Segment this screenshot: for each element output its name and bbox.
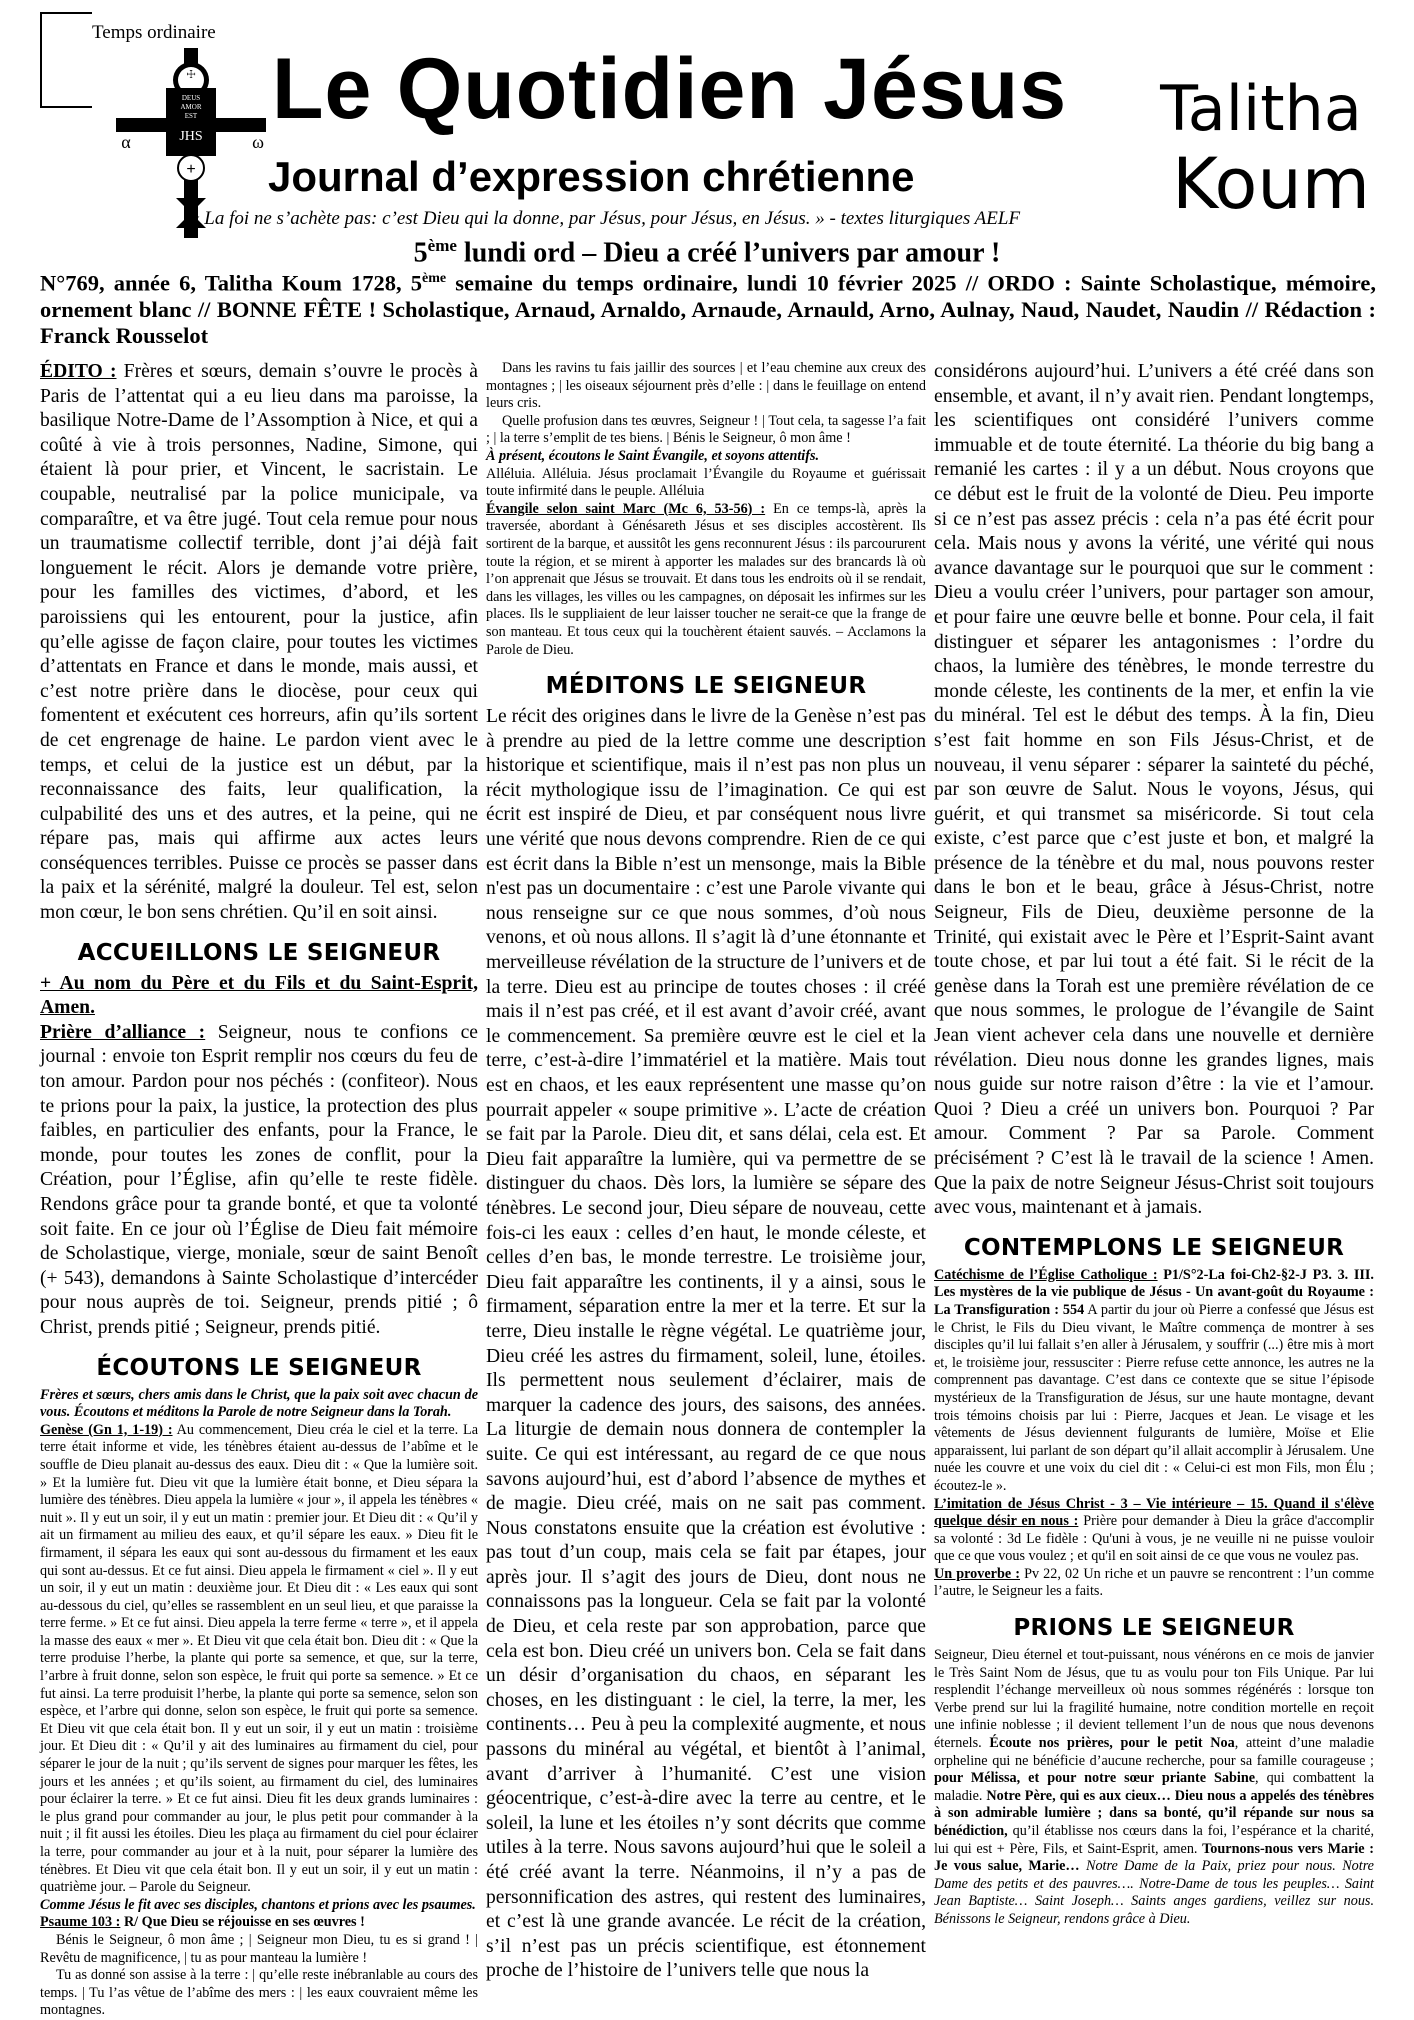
meditation-continued: considérons aujourd’hui. L’univers a été créé dans son ensemble, et avant, il n’y avait rien. Pendant longtemps, les scientifiques ont considéré l’univers comme immuable et de toute éternité. La théorie du big bang a remanié les cartes : il y a un début. Nous croyons que ce début est le fruit de la volonté de Dieu. Peu importe si ce n’est pas assez précis : cela n’a pas été écrit pour cela. Mais nous y avons la vérité, une vérité qui nous avance davantage sur le pourquoi que sur le comment : Dieu a voulu créer l’univers, pour partager son amour, et pour faire une œuvre belle et bonne. Pour cela, il fait distinguer et séparer les antagonismes : l’ordre du chaos, la lumière des ténèbres, le monde terrestre du monde céleste, les continents de la mer, et enfin la vie du minéral. Tel est le début des temps. À la fin, Dieu s’est fait homme en son Fils Jésus-Christ, et de nouveau, il venu séparer : séparer la sainteté du péché, par son œuvre de Salut. Nous le voyons, Jésus, qui guérit, et qui transmet sa miséricorde. Si tout cela existe, c’est parce que c’est juste et bon, et malgré la présence de la ténèbre et du mal, nous pouvons rester dans le bon et le beau, grâce à Jésus-Christ, notre Seigneur, Fils de Dieu, deuxième personne de la Trinité, qui existait avec le Père et l’Esprit-Saint avant toute chose, et par lui tout a été fait. Si le récit de la genèse dans la Torah est une première révélation de ce que nous sommes, le prologue de l’évangile de Saint Jean vient achever cela dans une nouvelle et dernière révélation. Dieu nous donne les grandes lignes, mais nous guide sur notre raison d’être : la vie et l’amour. Quoi ? Dieu a créé un univers bon. Pourquoi ? Par amour. Comment ? Par sa Parole. Comment précisément ? C’est là le travail de la science ! Amen. Que la paix de notre Seigneur Jésus-Christ soit toujours avec vous, maintenant et à jamais. <box>934 361 1374 1219</box>
talitha-koum-logo <box>1136 60 1386 220</box>
day-title: 5ème lundi ord – Dieu a créé l’univers par amour ! <box>413 236 1001 269</box>
newspaper-subtitle: Journal d’expression chrétienne <box>268 153 915 200</box>
sign-of-cross: + Au nom du Père et du Fils et du Saint-Esprit, Amen. <box>40 972 478 1019</box>
imitation-paragraph: L’imitation de Jésus Christ - 3 – Vie intérieure – 15. Quand il s'élève quelque désir en nous : Prière pour demander à Dieu la grâce d'accomplir sa volonté : 3d Le fidèle : Qu'uni à vous, je ne veuille ni ne puisse vouloir que ce que vous voulez ; et qu'il en soit ainsi de ce que vous ne voulez pas. <box>934 1495 1374 1565</box>
psaume-refrain: Psaume 103 : R/ Que Dieu se réjouisse en ses œuvres ! <box>40 1914 365 1931</box>
proverb-paragraph: Un proverbe : Pv 22, 02 Un riche et un pauvre se rencontrent : l’un comme l’autre, le Seigneur les a faits. <box>934 1565 1374 1600</box>
priere-alliance: Prière d’alliance : Seigneur, nous te confions ce journal : envoie ton Esprit remplir nos cœurs du feu de ton amour. Pardon pour nos péchés : (confiteor). Nous te prions pour la paix, la justice, la protection des plus faibles, en particulier des enfants, pour la France, le monde, pour toutes les zones de conflit, pour la Création, pour l’Église, afin qu’elle te reste fidèle. Rendons grâce pour ta grande bonté, et que ta volonté soit faite. En ce jour où l’Église de Dieu fait mémoire de Scholastique, vierge, moniale, sœur de saint Benoît (+ 543), demandons à Sainte Scholastique d’intercéder pour nous auprès de toi. Seigneur, prends pitié ; ô Christ, prends pitié ; Seigneur, prends pitié. <box>40 1021 478 1338</box>
svg-text:α: α <box>121 132 131 152</box>
section-heading-accueillons: ACCUEILLONS LE SEIGNEUR <box>77 939 441 966</box>
evangile-intro: À présent, écoutons le Saint Évangile, et soyons attentifs. <box>486 447 820 464</box>
svg-text:Talitha: Talitha <box>1160 72 1362 145</box>
section-heading-prions: PRIONS LE SEIGNEUR <box>1013 1615 1295 1642</box>
svg-text:AMOR: AMOR <box>180 103 202 111</box>
meditation-text: Le récit des origines dans le livre de la Genèse n’est pas à prendre au pied de la lettre comme une description historique et scientifique, mais il n’est pas non plus un récit mythologique issu de l’imagination. Ce qui est écrit est inspiré de Dieu, et par conséquent nous livre une vérité que nous devons comprendre. Rien de ce qui est écrit dans la Bible n’est un mensonge, mais la Bible n'est pas un documentaire : c’est une Parole vivante qui nous renseigne sur ce que nous sommes, d’où nous venons, et où nous allons. Il s’agit là d’une étonnante et merveilleuse révélation de la structure de l’univers et de la terre. Dieu est au principe de toutes choses : il créé mais il n’est pas créé, et il est avant d’avoir créé, avant le commencement. Sa première œuvre est le ciel et la terre, c’est-à-dire l’immatériel et la matière. Mais tout est en chaos, et les eaux représentent une masse qu’on pourrait appeler « soupe primitive ». L’acte de création se fait par la Parole. Dieu dit, et sans délai, cela est. Et Dieu fait apparaître la lumière, qui va permettre de se distinguer du chaos. Dès lors, la lumière se sépare des ténèbres. Le second jour, Dieu sépare de nouveau, cette fois-ci les eaux : celles d’en haut, le monde céleste, et celles d’en bas, le monde terrestre. Le troisième jour, Dieu fait apparaître les continents, il y a ainsi, sous le firmament, séparation entre la mer et la terre. Et sur la terre, Dieu installe le règne végétal. Le quatrième jour, Dieu créé les astres du firmament, soleil, lune, étoiles. Ils permettent nous seulement d’éclairer, mais de marquer la cadence des jours, des saisons, des années. La liturgie de demain nous donnera de contempler la suite. Ce qui est intéressant, au regard de ce que nous savons aujourd’hui, est d’abord l’absence de mythes et de magie. Dieu créé, mais on ne sait pas comment. Nous constatons ensuite que la création est évolutive : pas tout d’un coup, mais cela se fait par étapes, jour après jour. Il s’agit des jours de Dieu, dont nous ne connaissons pas la longueur. Cela se fait par la volonté de Dieu, et cela reste par son approbation, parce que cela est bon. Dieu créé un univers bon. Cela se fait dans un désir d’organisation du chaos, en séparant les choses, en les distinguant : le ciel, la terre, la mer, les continents… Peu à peu la complexité augmente, et nous passons du minéral au végétal, et bientôt à l’animal, avant d’arriver à l’humanité. C’est une vision géocentrique, c’est-à-dire avec la terre au centre, et le soleil, la lune et les étoiles n’y sont décrits que comme utiles à la terre. Nous savons aujourd’hui que le soleil a été créé avant la terre. Néanmoins, il n’y a pas de personnification des astres, qui restent des luminaires, et c’est là une grande avancée. Le récit de la création, s’il n’est pas un précis scientifique, est étonnement proche de l’histoire de l’univers telle que nous la <box>486 706 926 1982</box>
svg-text:EST: EST <box>184 112 198 120</box>
svg-text:Koum: Koum <box>1172 143 1370 220</box>
newspaper-title: Le Quotidien Jésus <box>272 41 1068 137</box>
section-heading-contemplons: CONTEMPLONS LE SEIGNEUR <box>963 1234 1345 1261</box>
alleluia: Alléluia. Alléluia. Jésus proclamait l’Évangile du Royaume et guérissait toute infirmité dans le peuple. Alléluia <box>486 465 926 500</box>
svg-text:+: + <box>186 161 196 178</box>
svg-text:DEUS: DEUS <box>181 94 201 102</box>
edito-paragraph: ÉDITO : Frères et sœurs, demain s’ouvre le procès à Paris de l’attentat qui a eu lieu dans ma paroisse, la basilique Notre-Dame de l’Assomption à Nice, et qui a coûté à vie à trois personnes, Nadine, Simone, qui étaient là pour prier, et Vincent, le sacristain. Le coupable, neutralisé par la police municipale, va comparaître, et va être jugé. Tout cela remue pour nous un traumatisme collectif terrible, dont j’ai déjà fait longuement le récit. Alors je demande votre prière, pour les familles des victimes, d’abord, et les paroissiens qui les entourent, pour la justice, afin qu’elle agisse de façon claire, pour toutes les victimes d’attentats en France et dans le monde, mais aussi, et c’est notre prière dans le diocèse, pour ceux qui fomentent et exécutent ces horreurs, afin qu’ils sortent de cet engrenage de haine. Le pardon vient avec le temps, et celui de la justice est un début, par la reconnaissance des faits, leur qualification, la culpabilité des uns et des autres, et la peine, qui ne répare pas, mais qui affirme aux actes leurs conséquences terribles. Puisse ce procès se passer dans la paix et la sérénité, malgré la douleur. Tel est, selon mon cœur, le bon sens chrétien. Qu’il en soit ainsi. <box>40 361 478 924</box>
section-heading-meditons: MÉDITONS LE SEIGNEUR <box>545 673 867 700</box>
genese-reading: Genèse (Gn 1, 1-19) : Au commencement, Dieu créa le ciel et la terre. La terre était informe et vide, les ténèbres étaient au-dessus de l’abîme et le souffle de Dieu planait au-dessus des eaux. Dieu dit : « Que la lumière soit. » Et la lumière fut. Dieu vit que la lumière était bonne, et Dieu sépara la lumière des ténèbres. Dieu appela la lumière « jour », il appela les ténèbres « nuit ». Il y eut un soir, il y eut un matin : premier jour. Et Dieu dit : « Qu’il y ait un firmament au milieu des eaux, et qu’il sépare les eaux. » Dieu fit le firmament, il sépara les eaux qui sont au-dessous du firmament et les eaux qui sont au-dessus. Et ce fut ainsi. Dieu appela le firmament « ciel ». Il y eut un soir, il y eut un matin : deuxième jour. Et Dieu dit : « Les eaux qui sont au-dessous du ciel, qu’elles se rassemblent en un seul lieu, et que paraisse la terre ferme. » Et ce fut ainsi. Dieu appela la terre ferme « terre », et il appela la masse des eaux « mer ». Et Dieu vit que cela était bon. Dieu dit : « Que la terre produise l’herbe, la plante qui porte sa semence, et que, sur la terre, l’arbre à fruit donne, selon son espèce, le fruit qui porte sa semence. » Et ce fut ainsi. La terre produisit l’herbe, la plante qui porte sa semence, selon son espèce, et l’arbre qui donne, selon son espèce, le fruit qui porte sa semence. Et Dieu vit que cela était bon. Il y eut un soir, il y eut un matin : troisième jour. Et Dieu dit : « Qu’il y ait des luminaires au firmament du ciel, pour séparer le jour de la nuit ; qu’ils servent de signes pour marquer les fêtes, les jours et les années ; et qu’ils soient, au firmament du ciel, des luminaires pour éclairer la terre. » Et ce fut ainsi. Dieu fit les deux grands luminaires : le plus grand pour commander au jour, le plus petit pour commander à la nuit ; il fit aussi les étoiles. Dieu les plaça au firmament du ciel pour éclairer la terre, pour commander au jour et à la nuit, pour séparer la lumière des ténèbres. Et Dieu vit que cela était bon. Il y eut un soir, il y eut un matin : quatrième jour. – Parole du Seigneur. <box>40 1421 478 1896</box>
prayer-paragraph: Seigneur, Dieu éternel et tout-puissant, nous vénérons en ce mois de janvier le Très Saint Nom de Jésus, que tu as voulu pour ton Fils Unique. Par lui resplendit l’échange merveilleux où nous sommes régénérés : lorsque ton Verbe prend sur lui la fragilité humaine, notre condition mortelle en reçoit une infinie noblesse ; il devient tellement l’un de nous que nous devenons éternels. Écoute nos prières, pour le petit Noa, atteint d’une maladie orpheline qui ne bénéficie d’aucune recherche, pour sa famille courageuse ; pour Mélissa, et pour notre sœur priante Sabine, qui combattent la maladie. Notre Père, qui es aux cieux… Dieu nous a appelés des ténèbres à son admirable lumière ; dans sa bonté, qu’il répande sur nous sa bénédiction, qu’il établisse nos cœurs dans la foi, l’espérance et la charité, lui qui est + Père, Fils, et Saint-Esprit, amen. Tournons-nous vers Marie : Je vous salue, Marie… Notre Dame de la Paix, priez pour nous. Notre Dame des petits et des pauvres…. Notre-Dame de tous les peuples… Saint Jean Baptiste… Saint Joseph… Saints anges gardiens, veillez sur nous. Bénissons le Seigneur, rendons grâce à Dieu. <box>934 1647 1375 1927</box>
svg-text:JHS: JHS <box>179 129 203 144</box>
issue-info: N°769, année 6, Talitha Koum 1728, 5ème semaine du temps ordinaire, lundi 10 février 2025 // ORDO : Sainte Scholastique, mémoire, ornement blanc // BONNE FÊTE ! Scholastique, Arnaud, Arnaldo, Arnaude, Arnauld, Arno, Aulnay, Naud, Naudet, Naudin // Rédaction : Franck Rousselot <box>40 270 1376 348</box>
catechism-paragraph: Catéchisme de l’Église Catholique : P1/S°2-La foi-Ch2-§2-J P3. 3. III. Les mystères de la vie publique de Jésus - Un avant-goût du Royaume : La Transfiguration : 554 A partir du jour où Pierre a confessé que Jésus est le Christ, le Fils du Dieu vivant, le Maître commença de montrer à ses disciples qu’il lui fallait s’en aller à Jérusalem, y souffrir (...) être mis à mort et, le troisième jour, ressusciter : Pierre refuse cette annonce, les autres ne la comprennent pas davantage. C’est dans ce contexte que se situe l’épisode mystérieux de la Transfiguration de Jésus, sur une haute montagne, devant trois témoins choisis par lui : Pierre, Jacques et Jean. Le visage et les vêtements de Jésus deviennent fulgurants de lumière, Moïse et Elie apparaissent, lui parlant de son départ qu’il allait accomplir à Jérusalem. Une nuée les couvre et une voix du ciel dit : « Celui-ci est mon Fils, mon Élu ; écoutez-le ». <box>934 1266 1374 1494</box>
evangile-reading: Évangile selon saint Marc (Mc 6, 53-56) : En ce temps-là, après la traversée, abordant à Génésareth Jésus et ses disciples accostèrent. Ils sortirent de la barque, et aussitôt les gens reconnurent Jésus : ils parcoururent toute la région, et se mirent à apporter les malades sur des brancards là où l’on apprenait que Jésus se trouvait. Et dans tous les endroits où il se rendait, dans les villages, les villes ou les campagnes, on déposait les infirmes sur les places. Ils le suppliaient de leur laisser toucher ne serait-ce que la frange de son manteau. Et tous ceux qui la touchèrent étaient sauvés. – Acclamons la Parole de Dieu. <box>486 500 926 658</box>
column-right <box>934 360 1374 1929</box>
section-heading-ecoutons: ÉCOUTONS LE SEIGNEUR <box>96 1354 422 1381</box>
svg-text:☩: ☩ <box>186 68 196 81</box>
masthead-quote: « La foi ne s’achète pas: c’est Dieu qui la donne, par Jésus, pour Jésus, en Jésus. » - textes liturgiques AELF <box>190 208 1021 229</box>
season-label: Temps ordinaire <box>92 22 216 43</box>
psaume-intro: Comme Jésus le fit avec ses disciples, chantons et prions avec les psaumes. <box>40 1896 476 1913</box>
tab-bracket <box>40 12 92 108</box>
column-middle <box>486 360 926 1984</box>
psaume-verse-3: Dans les ravins tu fais jaillir des sources | et l’eau chemine aux creux des montagnes ; | les oiseaux séjournent près d’elle : | dans le feuillage on entend leurs cris. <box>486 360 926 412</box>
column-left <box>40 360 478 2020</box>
ecoute-intro: Frères et sœurs, chers amis dans le Christ, que la paix soit avec chacun de vous. Écoutons et méditons la Parole de notre Seigneur dans la Torah. <box>40 1386 478 1421</box>
psaume-verse-1: Bénis le Seigneur, ô mon âme ; | Seigneur mon Dieu, tu es si grand ! | Revêtu de magnificence, | tu as pour manteau la lumière ! <box>40 1931 478 1966</box>
svg-text:ω: ω <box>252 132 264 152</box>
psaume-verse-4: Quelle profusion dans tes œuvres, Seigneur ! | Tout cela, ta sagesse l’a fait ; | la terre s’emplit de tes biens. | Bénis le Seigneur, ô mon âme ! <box>486 412 926 447</box>
psaume-verse-2: Tu as donné son assise à la terre : | qu’elle reste inébranlable au cours des temps. | Tu l’as vêtue de l’abîme des mers : | les eaux couvraient même les montagnes. <box>40 1967 478 2019</box>
